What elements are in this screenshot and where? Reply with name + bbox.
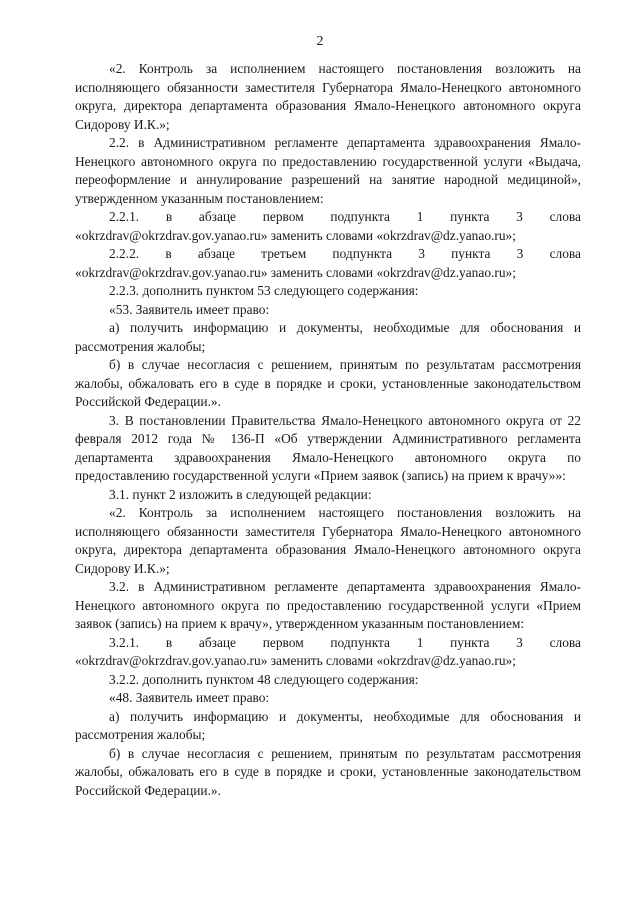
paragraph-3-1: 3.1. пункт 2 изложить в следующей редакции: [109,486,372,502]
document-body [75,60,581,800]
paragraph-2-2-1: 2.2.1. в абзаце первом подпункта 1 пункта 3 слова «okrzdrav@okrzdrav.gov.yanao.ru» заменить словами «okrzdrav@dz.yanao.ru»; [75,209,581,243]
paragraph-53-b: б) в случае несогласия с решением, принятым по результатам рассмотрения жалобы, обжаловать его в суде в порядке и сроки, установленные законодательством Российской Федерации.». [75,357,581,409]
paragraph-53: «53. Заявитель имеет право: [109,301,270,317]
paragraph-48: «48. Заявитель имеет право: [109,690,270,705]
paragraph-3-2: 3.2. в Административном регламенте департамента здравоохранения Ямало-Ненецкого автономного округа по предоставлению государственной услуги «Прием заявок (запись) на прием к врачу», утвержденном указанным постановлением: [75,579,581,631]
paragraph-53-a: а) получить информацию и документы, необходимые для обоснования и рассмотрения жалобы; [75,320,581,354]
paragraph-48-a: а) получить информацию и документы, необходимые для обоснования и рассмотрения жалобы; [75,708,581,742]
paragraph-2-2-2: 2.2.2. в абзаце третьем подпункта 3 пункта 3 слова «okrzdrav@okrzdrav.gov.yanao.ru» заменить словами «okrzdrav@dz.yanao.ru»; [75,246,581,280]
page-number: 2 [316,34,324,49]
paragraph-control-clause-2b: «2. Контроль за исполнением настоящего постановления возложить на исполняющего обязанности заместителя Губернатора Ямало-Ненецкого автономного округа, директора департамента образования Ямало-Ненецкого автономного округа Сидорову И.К.»; [75,505,581,576]
paragraph-48-b: б) в случае несогласия с решением, принятым по результатам рассмотрения жалобы, обжаловать его в суде в порядке и сроки, установленные законодательством Российской Федерации.». [75,745,581,798]
paragraph-control-clause-2: «2. Контроль за исполнением настоящего постановления возложить на исполняющего обязанности заместителя Губернатора Ямало-Ненецкого автономного округа, директора департамента образования Ямало-Ненецкого автономного округа Сидорову И.К.»; [75,61,581,132]
paragraph-3: 3. В постановлении Правительства Ямало-Ненецкого автономного округа от 22 февраля 2012 года № 136-П «Об утверждении Административного регламента департамента здравоохранения Ямало-Ненецкого автономного округа по предоставлению государственной услуги «Прием заявок (запись) на прием к врачу»»: [75,412,581,483]
paragraph-3-2-2: 3.2.2. дополнить пунктом 48 следующего содержания: [109,671,419,687]
paragraph-2-2: 2.2. в Административном регламенте департамента здравоохранения Ямало-Ненецкого автономного округа по предоставлению государственной услуги «Выдача, переоформление и аннулирование разрешений на занятие народной медициной», утвержденном указанным постановлением: [75,135,581,206]
paragraph-2-2-3: 2.2.3. дополнить пунктом 53 следующего содержания: [109,283,419,298]
paragraph-3-2-1: 3.2.1. в абзаце первом подпункта 1 пункта 3 слова «okrzdrav@okrzdrav.gov.yanao.ru» заменить словами «okrzdrav@dz.yanao.ru»; [75,634,581,668]
